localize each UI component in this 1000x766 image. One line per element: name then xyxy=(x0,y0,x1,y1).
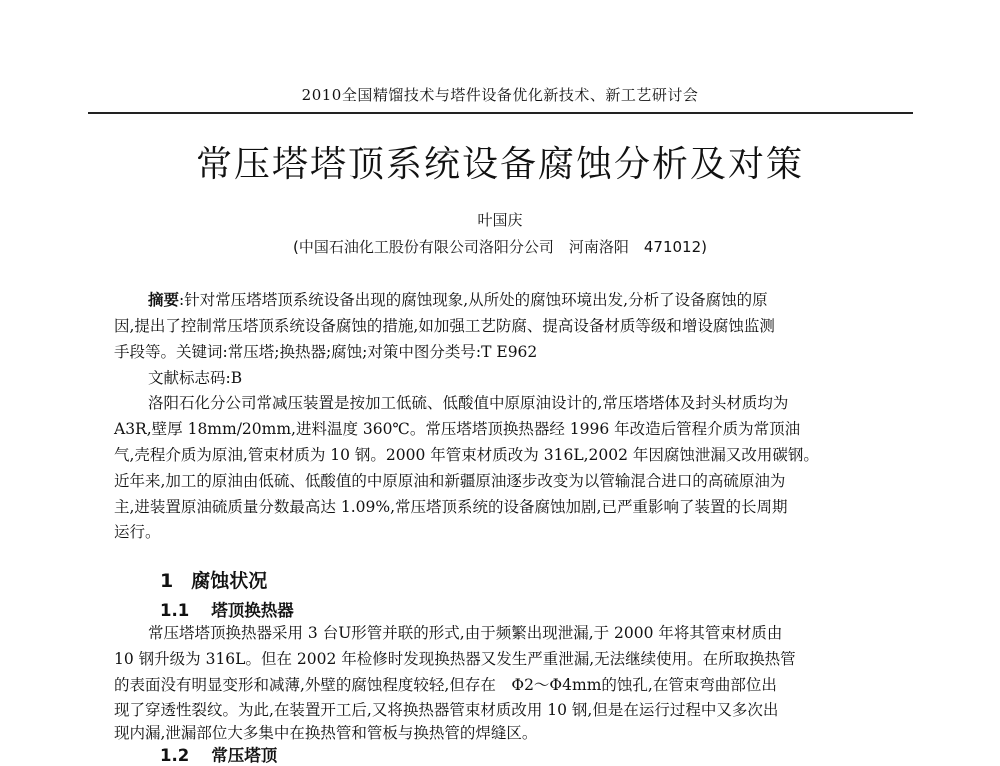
conference-header: 2010全国精馏技术与塔件设备优化新技术、新工艺研讨会 xyxy=(301,86,699,104)
intro-line-4: 近年来,加工的原油由低硫、低酸值的中原原油和新疆原油逐步改变为以管输混合进口的高硫原油为 xyxy=(114,472,786,490)
section-1-1-heading xyxy=(160,597,294,621)
section-1-1-title: 塔顶换热器 xyxy=(211,601,294,620)
abstract-text-1: :针对常压塔塔顶系统设备出现的腐蚀现象,从所处的腐蚀环境出发,分析了设备腐蚀的原 xyxy=(179,291,768,309)
header-rule xyxy=(88,112,913,114)
section-1-1-line-2: 10 钢升级为 316L。但在 2002 年检修时发现换热器又发生严重泄漏,无法继续使用。在所取换热管 xyxy=(114,650,796,668)
paper-title: 常压塔塔顶系统设备腐蚀分析及对策 xyxy=(195,144,804,185)
section-1-1-line-3: 的表面没有明显变形和减薄,外壁的腐蚀程度较轻,但存在 Φ2～Φ4mm的蚀孔,在管束弯曲部位出 xyxy=(114,676,777,694)
section-1-title: 腐蚀状况 xyxy=(191,570,268,592)
abstract-label: 摘要 xyxy=(148,290,180,309)
intro-line-5: 主,进装置原油硫质量分数最高达 1.09%,常压塔顶系统的设备腐蚀加剧,已严重影响了装置的长周期 xyxy=(114,498,788,516)
author: 叶国庆 xyxy=(477,211,523,229)
abstract-line-3: 手段等。关键词:常压塔;换热器;腐蚀;对策中图分类号:T E962 xyxy=(114,343,538,361)
document-code: 文献标志码:B xyxy=(148,369,243,387)
intro-line-2: A3R,壁厚 18mm/20mm,进料温度 360℃。常压塔塔顶换热器经 1996 年改造后管程介质为常顶油 xyxy=(114,420,801,438)
affiliation: (中国石油化工股份有限公司洛阳分公司 河南洛阳 471012) xyxy=(293,238,707,256)
section-1-1-line-5: 现内漏,泄漏部位大多集中在换热管和管板与换热管的焊缝区。 xyxy=(114,724,538,742)
section-1-2-heading xyxy=(160,742,277,766)
section-1-1-line-1: 常压塔塔顶换热器采用 3 台U形管并联的形式,由于频繁出现泄漏,于 2000 年将其管束材质由 xyxy=(148,624,783,642)
section-1-heading xyxy=(160,566,267,593)
section-1-2-number: 1.2 xyxy=(160,746,190,765)
section-1-number: 1 xyxy=(160,570,174,592)
section-1-1-line-4: 现了穿透性裂纹。为此,在装置开工后,又将换热器管束材质改用 10 钢,但是在运行过程中又多次出 xyxy=(114,701,779,719)
intro-line-3: 气,壳程介质为原油,管束材质为 10 钢。2000 年管束材质改为 316L,2002 年因腐蚀泄漏又改用碳钢。 xyxy=(114,446,819,464)
intro-line-1: 洛阳石化分公司常减压装置是按加工低硫、低酸值中原原油设计的,常压塔塔体及封头材质均为 xyxy=(148,394,789,412)
abstract-line-1 xyxy=(148,290,768,310)
section-1-1-number: 1.1 xyxy=(160,601,190,620)
abstract-line-2: 因,提出了控制常压塔顶系统设备腐蚀的措施,如加强工艺防腐、提高设备材质等级和增设腐蚀监测 xyxy=(114,317,775,335)
intro-line-6: 运行。 xyxy=(114,523,161,541)
section-1-2-title: 常压塔顶 xyxy=(211,746,278,765)
